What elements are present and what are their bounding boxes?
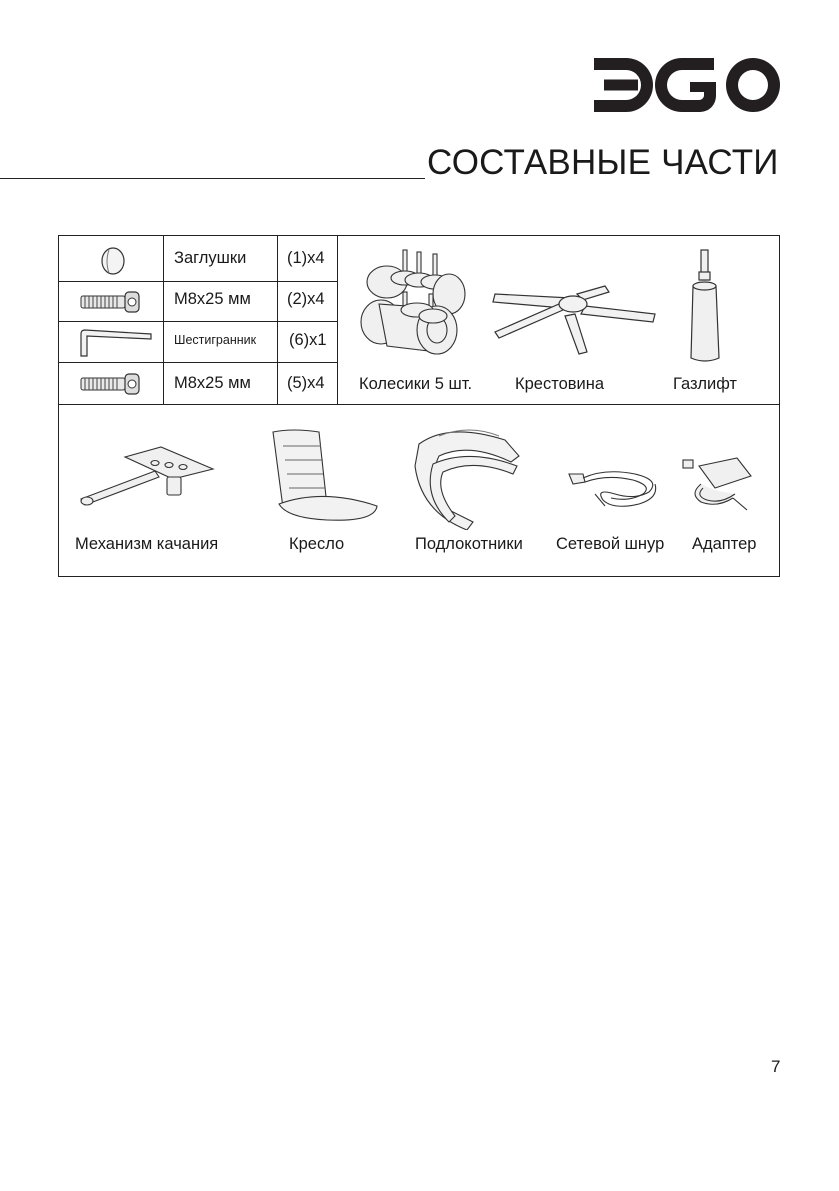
hex-key-icon — [75, 326, 155, 360]
bolt-icon — [79, 372, 143, 396]
chair-seat-icon — [263, 428, 381, 524]
part-label: Крестовина — [515, 375, 605, 393]
page-number: 7 — [771, 1057, 781, 1076]
part-qty: (5)x4 — [287, 374, 325, 392]
part-label: Колесики 5 шт. — [359, 375, 473, 393]
armrests-icon — [409, 426, 539, 530]
star-base-icon — [489, 284, 659, 356]
part-name: Заглушки — [174, 249, 247, 267]
brand-logo — [590, 52, 782, 118]
table-divider — [59, 362, 337, 363]
table-divider — [59, 281, 337, 282]
power-cord-icon — [565, 464, 665, 514]
adapter-icon — [681, 454, 755, 516]
part-name: M8x25 мм — [174, 290, 251, 308]
section-divider — [59, 404, 779, 405]
part-label: Механизм качания — [75, 535, 219, 553]
part-qty: (1)x4 — [287, 249, 325, 267]
gas-lift-icon — [683, 246, 727, 366]
table-divider — [59, 321, 337, 322]
plug-cap-icon — [99, 246, 127, 276]
tilt-mechanism-icon — [79, 441, 219, 513]
title-rule — [0, 178, 425, 179]
part-label: Газлифт — [673, 375, 737, 393]
table-divider — [337, 236, 338, 404]
bolt-icon — [79, 290, 143, 314]
part-name: Шестигранник — [174, 333, 257, 347]
table-divider — [277, 236, 278, 404]
part-label: Сетевой шнур — [556, 535, 665, 553]
casters-icon — [359, 246, 469, 364]
page-title: СОСТАВНЫЕ ЧАСТИ — [427, 143, 779, 182]
part-qty: (6)x1 — [289, 331, 327, 349]
parts-box — [58, 235, 780, 577]
part-label: Подлокотники — [415, 535, 523, 553]
table-divider — [163, 236, 164, 404]
part-label: Адаптер — [692, 535, 757, 553]
part-name: M8x25 мм — [174, 374, 251, 392]
part-label: Кресло — [289, 535, 345, 553]
part-qty: (2)x4 — [287, 290, 325, 308]
